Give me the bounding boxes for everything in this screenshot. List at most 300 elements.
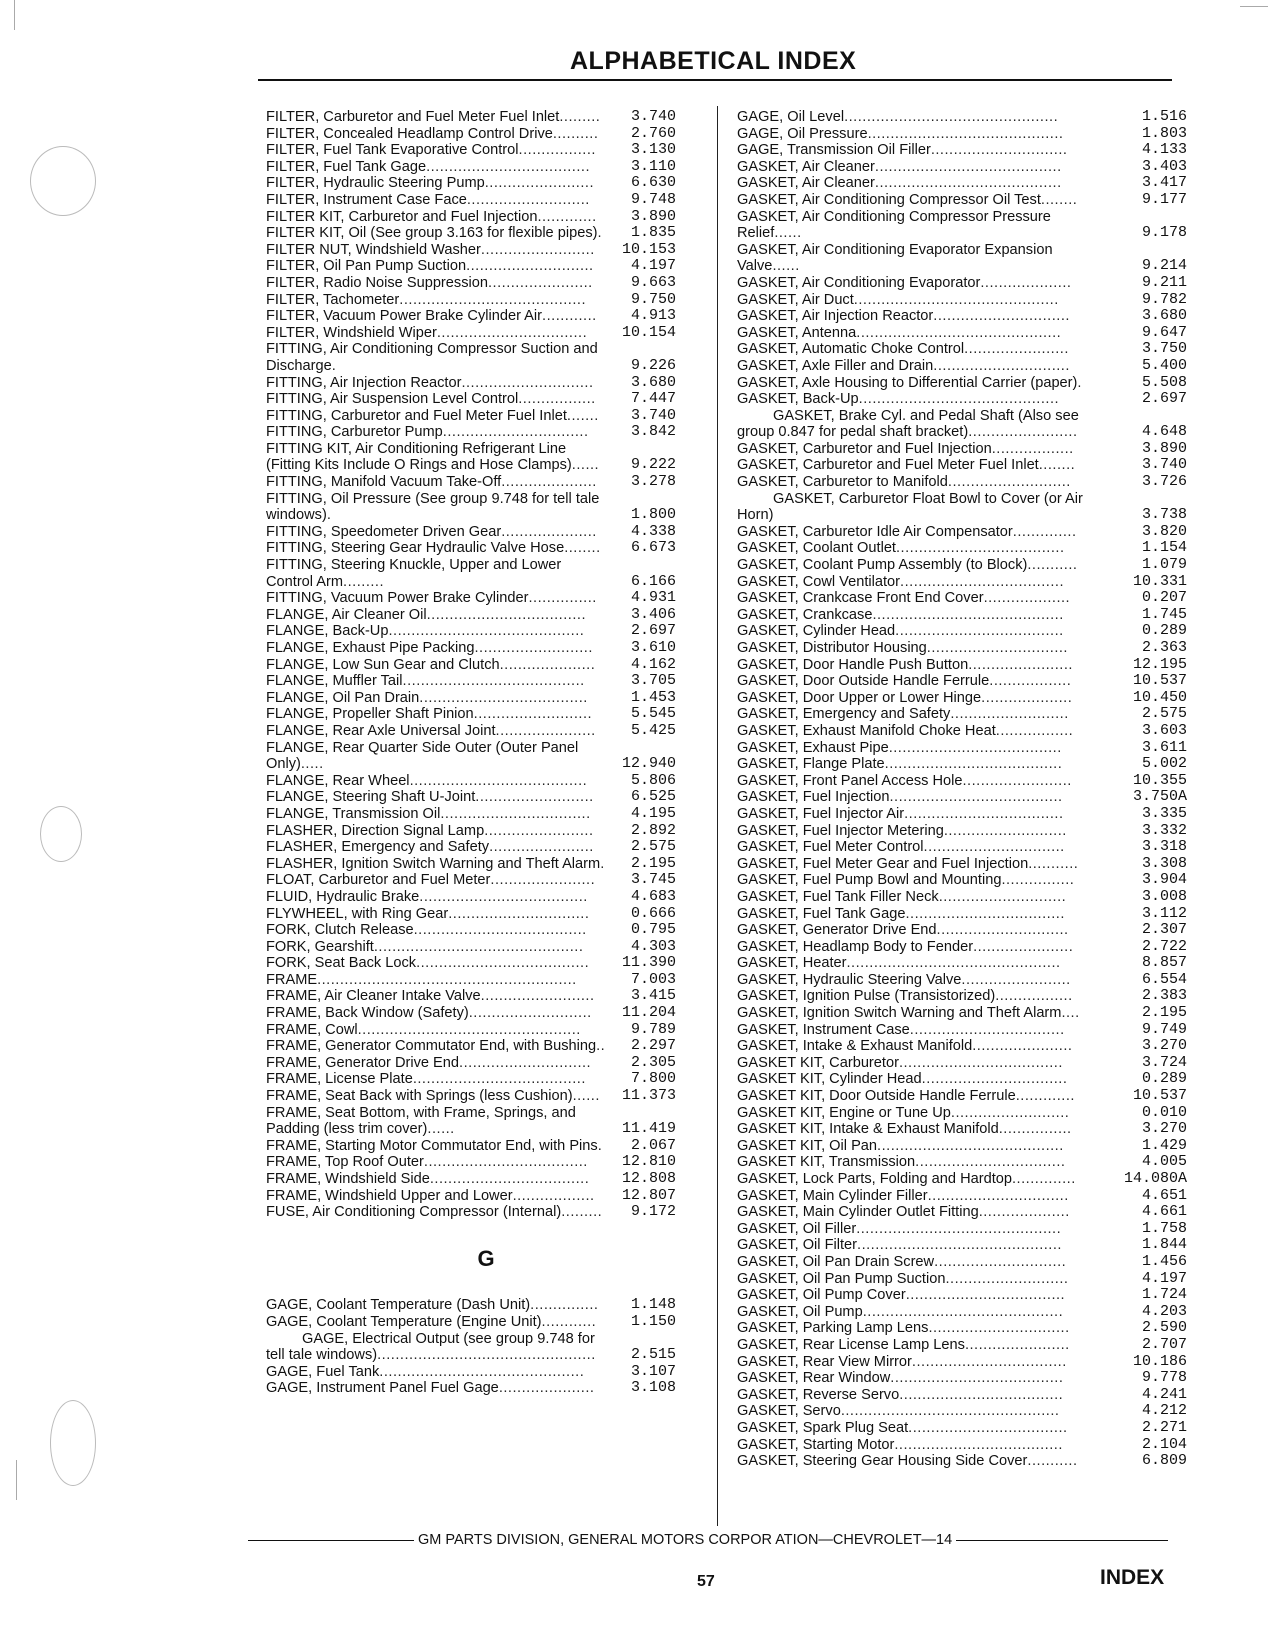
dot-leader: ............................... — [923, 839, 1065, 856]
index-entry-title: GAGE, Coolant Temperature (Engine Unit) — [266, 1313, 542, 1330]
index-entry — [266, 375, 706, 392]
index-entry-group-number: 3.415 — [630, 987, 676, 1005]
index-entry — [266, 939, 706, 956]
index-entry — [737, 1354, 1187, 1371]
index-entry — [737, 325, 1187, 342]
index-entry-title: FLANGE, Low Sun Gear and Clutch — [266, 656, 500, 673]
dot-leader: .. — [596, 1038, 606, 1055]
index-entry — [266, 292, 706, 309]
dot-leader: ............................ — [938, 888, 1067, 905]
index-entry — [266, 524, 706, 541]
index-entry-group-number: 6.166 — [630, 572, 676, 590]
index-entry — [737, 756, 1187, 773]
index-entry-title: FILTER KIT, Oil (See group 3.163 for flexible pipes) — [266, 225, 598, 242]
index-entry — [266, 1331, 706, 1364]
index-entry-title: FILTER, Hydraulic Steering Pump — [266, 175, 485, 192]
index-entry — [737, 142, 1187, 159]
index-entry-title: FILTER, Instrument Case Face — [266, 191, 467, 208]
index-entry-group-number: 3.107 — [630, 1362, 676, 1380]
dot-leader: ........ — [1040, 191, 1078, 208]
index-entry — [737, 1254, 1187, 1271]
index-entry-group-number: 9.647 — [1141, 323, 1187, 341]
dot-leader: ........ — [564, 540, 601, 557]
index-column-left — [266, 109, 706, 1397]
index-entry-group-number: 3.680 — [630, 373, 676, 391]
index-entry-group-number: 3.270 — [1141, 1037, 1187, 1055]
index-entry-group-number: 1.154 — [1141, 539, 1187, 557]
dot-leader: ................................ — [442, 424, 589, 441]
index-entry-title: GASKET KIT, Engine or Tune Up — [737, 1104, 951, 1121]
dot-leader: ..... — [300, 756, 324, 773]
title-rule — [258, 79, 1172, 81]
index-list-right — [737, 109, 1187, 1470]
index-entry-title: GASKET, Air Conditioning Evaporator — [737, 274, 981, 291]
index-entry-title: GASKET, Air Cleaner — [737, 158, 875, 175]
index-entry-title: FORK, Clutch Release — [266, 922, 414, 939]
index-entry-group-number: 3.724 — [1141, 1053, 1187, 1071]
dot-leader: ............................................... — [844, 109, 1059, 125]
index-entry-title: GASKET, Air Cleaner — [737, 175, 875, 192]
index-entry-group-number: 5.806 — [630, 771, 676, 789]
index-entry — [737, 872, 1187, 889]
dot-leader: ............................. — [934, 1253, 1067, 1270]
index-entry-group-number: 9.778 — [1141, 1369, 1187, 1387]
dot-leader: ............. — [537, 208, 597, 225]
dot-leader: ................................... — [908, 1419, 1068, 1436]
dot-leader: .............. — [1012, 1171, 1076, 1187]
index-entry — [737, 1188, 1187, 1205]
index-entry-title: GASKET, Air Duct — [737, 291, 854, 308]
dot-leader: ............................... — [927, 1187, 1069, 1204]
index-entry-title: FLUID, Hydraulic Brake — [266, 888, 420, 905]
index-entry — [737, 1071, 1187, 1088]
index-entry — [266, 1314, 706, 1331]
index-entry-title: FRAME — [266, 971, 318, 988]
index-entry-group-number: 1.516 — [1141, 108, 1187, 125]
index-entry-group-number: 3.403 — [1141, 157, 1187, 175]
index-entry — [737, 922, 1187, 939]
index-entry-title: FILTER, Windshield Wiper — [266, 324, 437, 341]
dot-leader: ............................. — [936, 922, 1069, 939]
index-entry — [266, 706, 706, 723]
index-entry-group-number: 3.318 — [1141, 838, 1187, 856]
index-entry-group-number: 1.453 — [630, 688, 676, 706]
index-entry-title: GASKET, Spark Plug Seat — [737, 1419, 909, 1436]
dot-leader: . — [326, 507, 332, 524]
index-entry-title: FILTER KIT, Carburetor and Fuel Injection — [266, 208, 538, 225]
index-entry — [266, 225, 706, 242]
index-entry-group-number: 4.133 — [1141, 141, 1187, 159]
index-entry-title: GASKET, Crankcase Front End Cover — [737, 590, 984, 607]
dot-leader: .... — [1061, 1005, 1080, 1022]
dot-leader: .............. — [1012, 523, 1077, 540]
index-entry-title: FORK, Seat Back Lock — [266, 955, 417, 972]
index-entry — [737, 1121, 1187, 1138]
index-entry — [266, 955, 706, 972]
index-entry — [737, 109, 1187, 126]
index-entry-group-number: 5.002 — [1141, 755, 1187, 773]
index-entry-group-number: 2.575 — [1141, 705, 1187, 723]
index-entry-group-number: 3.112 — [1141, 904, 1187, 922]
index-entry-group-number: 9.749 — [1141, 1020, 1187, 1038]
index-entry — [266, 209, 706, 226]
index-entry-title: FRAME, Top Roof Outer — [266, 1154, 424, 1171]
dot-leader: ......... — [343, 573, 385, 590]
index-entry-title: FLANGE, Exhaust Pipe Packing — [266, 640, 475, 656]
index-entry-title: FITTING, Manifold Vacuum Take-Off — [266, 474, 502, 491]
index-entry-title: GAGE, Oil Level — [737, 109, 845, 125]
index-entry-title: GASKET, Exhaust Manifold Choke Heat — [737, 722, 996, 739]
index-entry-group-number: 7.800 — [630, 1070, 676, 1088]
index-entry-title: FLANGE, Propeller Shaft Pinion — [266, 706, 474, 723]
dot-leader: . — [331, 357, 337, 374]
index-entry — [737, 789, 1187, 806]
index-entry-title: GASKET, Axle Housing to Differential Carrier (paper) — [737, 374, 1078, 391]
dot-leader: ............................................ — [862, 1303, 1064, 1320]
index-entry-group-number: 9.178 — [1141, 224, 1187, 242]
index-entry-group-number: 9.750 — [630, 290, 676, 308]
index-entry — [266, 657, 706, 674]
scan-edge-mark — [16, 1460, 17, 1500]
dot-leader: . — [600, 855, 605, 872]
index-entry-title: GASKET, Rear License Lamp Lens — [737, 1336, 965, 1353]
dot-leader: ....... — [566, 407, 599, 424]
index-entry-title: GASKET, Oil Pan Pump Suction — [737, 1270, 946, 1287]
dot-leader: ...................................... — [889, 789, 1063, 806]
section-letter: G — [477, 1245, 495, 1271]
dot-leader: .............................. — [933, 308, 1070, 325]
dot-leader: ........... — [1028, 855, 1079, 872]
index-entry — [737, 557, 1187, 574]
dot-leader: ...................................... — [412, 1071, 586, 1088]
index-entry-group-number: 2.067 — [630, 1136, 676, 1154]
index-entry-title: GASKET, Oil Pump — [737, 1303, 863, 1320]
index-entry — [737, 1154, 1187, 1171]
index-entry-group-number: 3.417 — [1141, 174, 1187, 192]
index-entry-group-number: 11.419 — [621, 1120, 676, 1138]
index-list-bottom — [266, 1297, 706, 1397]
dot-leader: ............ — [541, 1313, 597, 1330]
index-entry — [737, 308, 1187, 325]
dot-leader: ........................ — [484, 175, 595, 192]
index-entry-group-number: 3.108 — [630, 1379, 676, 1397]
index-entry — [737, 1088, 1187, 1105]
index-entry-title: GASKET, Fuel Tank Gage — [737, 905, 906, 922]
index-entry-title: FRAME, Seat Back with Springs (less Cushion) — [266, 1088, 573, 1105]
index-entry — [266, 823, 706, 840]
dot-leader: ...................... — [973, 938, 1074, 955]
index-entry-title: GAGE, Electrical Output (see group 9.748 for tell tale windows) — [266, 1330, 595, 1364]
index-entry-group-number: 4.338 — [630, 522, 676, 540]
index-entry-title: GASKET, Air Conditioning Compressor Oil Test — [737, 191, 1041, 208]
index-entry — [266, 540, 706, 557]
index-entry-title: FLASHER, Direction Signal Lamp — [266, 822, 485, 839]
footer-publisher: GM PARTS DIVISION, GENERAL MOTORS CORPOR ATION—CHEVROLET—14 — [414, 1532, 956, 1548]
dot-leader: ....................................... — [884, 756, 1063, 773]
index-entry-title: GASKET, Fuel Pump Bowl and Mounting — [737, 872, 1002, 889]
index-entry-group-number: 2.271 — [1141, 1418, 1187, 1436]
index-entry-group-number: 2.590 — [1141, 1319, 1187, 1337]
index-entry-title: GAGE, Oil Pressure — [737, 125, 868, 142]
dot-leader: ..................................... — [895, 623, 1064, 640]
index-entry-group-number: 3.278 — [630, 473, 676, 491]
index-entry-title: FRAME, Seat Bottom, with Frame, Springs, and Padding (less trim cover) — [266, 1104, 576, 1138]
index-entry-title: FITTING, Air Suspension Level Control — [266, 391, 519, 408]
index-entry — [737, 856, 1187, 873]
index-entry — [266, 126, 706, 143]
index-entry-title: FRAME, Windshield Side — [266, 1171, 430, 1187]
index-entry — [737, 192, 1187, 209]
index-entry-group-number: 3.611 — [1141, 738, 1187, 756]
index-entry-title: GASKET, Door Outside Handle Ferrule — [737, 673, 990, 690]
dot-leader: ............. — [1015, 1088, 1075, 1105]
index-entry-group-number: 6.630 — [630, 174, 676, 192]
index-entry — [266, 922, 706, 939]
index-entry-title: GASKET, Reverse Servo — [737, 1386, 900, 1403]
dot-leader: .................... — [978, 1204, 1070, 1221]
index-entry — [266, 1005, 706, 1022]
index-entry — [266, 474, 706, 491]
dot-leader: .................................... — [423, 1154, 588, 1171]
index-entry-group-number: 3.603 — [1141, 721, 1187, 739]
dot-leader: ................................................ — [377, 1347, 596, 1364]
dot-leader: ................................... — [905, 1287, 1066, 1304]
dot-leader: ..................... — [498, 1380, 595, 1397]
dot-leader: .............................. — [933, 357, 1070, 374]
dot-leader: ....................... — [487, 274, 593, 291]
index-entry-group-number: 12.940 — [621, 755, 676, 773]
index-entry-group-number: 6.673 — [630, 539, 676, 557]
dot-leader: ......................... — [480, 241, 595, 258]
index-entry — [737, 524, 1187, 541]
index-entry-title: FITTING KIT, Air Conditioning Refrigerant Line (Fitting Kits Include O Rings and Hose Clamps) — [266, 440, 572, 474]
index-entry — [737, 607, 1187, 624]
dot-leader: ...................................... — [416, 955, 590, 972]
index-entry-group-number: 0.795 — [630, 921, 676, 939]
dot-leader: ........... — [1027, 1453, 1078, 1470]
index-entry — [266, 806, 706, 823]
index-entry-title: FITTING, Carburetor and Fuel Meter Fuel Inlet — [266, 407, 567, 424]
index-entry-group-number: 9.789 — [630, 1020, 676, 1038]
index-entry-title: GASKET, Ignition Switch Warning and Theft Alarm — [737, 1005, 1062, 1022]
dot-leader: ........................................... — [867, 125, 1064, 142]
index-entry-group-number: 3.740 — [1141, 456, 1187, 474]
index-entry-title: FITTING, Speedometer Driven Gear — [266, 523, 502, 540]
dot-leader: ....................... — [964, 1336, 1070, 1353]
index-entry-group-number: 12.807 — [621, 1186, 676, 1204]
index-entry-title: FLANGE, Transmission Oil — [266, 805, 441, 822]
index-entry-title: GASKET, Fuel Injector Air — [737, 805, 905, 822]
dot-leader: ................. — [995, 988, 1073, 1005]
index-entry-group-number: 11.390 — [621, 954, 676, 972]
dot-leader: ............................... — [928, 1320, 1070, 1337]
index-entry — [266, 1022, 706, 1039]
index-entry-group-number: 3.890 — [1141, 439, 1187, 457]
dot-leader: .................................. — [911, 1353, 1067, 1370]
index-entry — [266, 424, 706, 441]
dot-leader: ...... — [571, 457, 600, 474]
dot-leader: .......................... — [950, 706, 1069, 723]
index-entry-title: GASKET, Antenna — [737, 324, 857, 341]
index-entry-title: FILTER, Fuel Tank Evaporative Control — [266, 142, 519, 159]
page-number: 57 — [697, 1573, 715, 1590]
index-entry — [266, 1380, 706, 1397]
dot-leader: ................. — [518, 391, 596, 408]
index-entry — [737, 1204, 1187, 1221]
index-entry-title: GASKET, Coolant Pump Assembly (to Block) — [737, 557, 1028, 574]
dot-leader: ........................ — [968, 424, 1078, 441]
index-entry-group-number: 2.297 — [630, 1037, 676, 1055]
index-entry-title: GASKET, Flange Plate — [737, 756, 885, 773]
index-list-top — [266, 109, 706, 1221]
dot-leader: .................................... — [899, 1386, 1064, 1403]
index-entry-group-number: 1.079 — [1141, 556, 1187, 574]
index-entry — [737, 175, 1187, 192]
index-entry-group-number: 9.214 — [1141, 257, 1187, 275]
dot-leader: ............ — [542, 308, 597, 325]
index-entry — [266, 159, 706, 176]
index-entry-title: FITTING, Air Injection Reactor — [266, 374, 462, 391]
index-entry-title: GASKET, Steering Gear Housing Side Cover — [737, 1453, 1028, 1470]
dot-leader: ............................................. — [856, 324, 1062, 341]
dot-leader: .................. — [991, 440, 1074, 457]
index-entry — [266, 839, 706, 856]
index-entry-group-number: 10.450 — [1132, 688, 1187, 706]
index-entry — [737, 242, 1187, 275]
dot-leader: ...................... — [972, 1038, 1073, 1055]
index-entry-group-number: 2.305 — [630, 1053, 676, 1071]
dot-leader: ..................................... — [419, 689, 588, 706]
index-entry — [737, 1038, 1187, 1055]
dot-leader: .......................... — [950, 1104, 1070, 1121]
index-entry-title: GASKET, Instrument Case — [737, 1021, 910, 1038]
index-entry — [737, 1138, 1187, 1155]
dot-leader: ....................... — [489, 839, 594, 856]
dot-leader: ........... — [1027, 557, 1078, 574]
index-entry-group-number: 5.425 — [630, 721, 676, 739]
index-entry — [737, 1171, 1187, 1188]
index-entry-title: FILTER, Tachometer — [266, 291, 400, 308]
index-entry-group-number: 2.892 — [630, 821, 676, 839]
index-entry-group-number: 9.226 — [630, 356, 676, 374]
index-entry-group-number: 9.177 — [1141, 190, 1187, 208]
dot-leader: ........................................... — [388, 623, 585, 640]
index-entry-group-number: 4.913 — [630, 307, 676, 325]
dot-leader: .......... — [552, 125, 599, 142]
index-entry-group-number: 3.705 — [630, 672, 676, 690]
dot-leader: .......................................... — [872, 606, 1064, 623]
index-entry-title: GASKET, Main Cylinder Filler — [737, 1187, 928, 1204]
index-entry — [737, 1320, 1187, 1337]
index-entry — [737, 1387, 1187, 1404]
index-entry-title: FRAME, Windshield Upper and Lower — [266, 1187, 513, 1204]
dot-leader: ........................... — [947, 474, 1071, 491]
index-entry — [266, 972, 706, 989]
index-entry — [737, 209, 1187, 242]
binder-hole-mark — [30, 146, 96, 216]
index-entry-title: FITTING, Air Conditioning Compressor Suction and Discharge — [266, 341, 598, 374]
index-entry — [737, 1005, 1187, 1022]
index-entry — [266, 1105, 706, 1138]
index-entry-title: FLYWHEEL, with Ring Gear — [266, 905, 449, 922]
index-entry-group-number: 3.110 — [630, 157, 676, 175]
index-entry-title: FRAME, Back Window (Safety) — [266, 1005, 469, 1022]
index-entry — [737, 275, 1187, 292]
dot-leader: ................. — [995, 722, 1074, 739]
index-entry — [266, 258, 706, 275]
index-entry-title: GASKET, Coolant Outlet — [737, 540, 896, 557]
index-entry-group-number: 6.809 — [1141, 1452, 1187, 1470]
dot-leader: .................................... — [426, 158, 591, 175]
dot-leader: ............................................. — [856, 1220, 1062, 1237]
dot-leader: . — [597, 1137, 603, 1154]
index-entry-title: FILTER NUT, Windshield Washer — [266, 241, 481, 258]
dot-leader: ................. — [518, 142, 596, 159]
dot-leader: ...................... — [495, 722, 596, 739]
index-entry-title: GASKET, Exhaust Pipe — [737, 739, 889, 756]
index-entry-title: GASKET, Crankcase — [737, 606, 873, 623]
dot-leader: ........................................ — [402, 673, 585, 690]
dot-leader: ............................ — [466, 258, 594, 275]
index-entry-group-number: 3.738 — [1141, 506, 1187, 524]
index-entry-group-number: 3.406 — [630, 605, 676, 623]
index-entry-group-number: 4.648 — [1141, 423, 1187, 441]
index-entry-group-number: 12.810 — [621, 1153, 676, 1171]
index-entry — [737, 1287, 1187, 1304]
index-entry — [737, 623, 1187, 640]
index-entry-group-number: 2.104 — [1141, 1435, 1187, 1453]
index-entry — [737, 1453, 1187, 1470]
dot-leader: .......................... — [473, 706, 593, 723]
index-entry — [737, 408, 1187, 441]
index-entry-title: GASKET, Ignition Pulse (Transistorized) — [737, 988, 996, 1005]
index-entry-title: FILTER, Concealed Headlamp Control Drive — [266, 125, 553, 142]
index-entry-group-number: 9.172 — [630, 1203, 676, 1221]
index-entry-group-number: 1.800 — [630, 506, 676, 524]
index-entry — [266, 740, 706, 773]
index-entry-title: FRAME, Generator Commutator End, with Bushing — [266, 1038, 597, 1055]
index-entry-title: FLANGE, Rear Wheel — [266, 772, 410, 789]
dot-leader: ............... — [530, 1297, 599, 1314]
index-entry-title: GAGE, Instrument Panel Fuel Gage — [266, 1380, 499, 1397]
dot-leader: ..................... — [501, 474, 597, 491]
index-entry — [737, 1022, 1187, 1039]
index-entry — [266, 723, 706, 740]
index-entry-group-number: 2.195 — [1141, 1004, 1187, 1022]
index-entry-group-number: 0.289 — [1141, 1070, 1187, 1088]
index-entry — [737, 1271, 1187, 1288]
index-entry-title: FRAME, Cowl — [266, 1021, 358, 1038]
index-entry-title: FLANGE, Muffler Tail — [266, 673, 403, 690]
index-entry — [266, 1297, 706, 1314]
index-entry-group-number: 2.697 — [1141, 390, 1187, 408]
index-entry-group-number: 1.835 — [630, 224, 676, 242]
index-entry — [737, 590, 1187, 607]
dot-leader: ..................... — [501, 523, 597, 540]
index-entry-title: FITTING, Steering Gear Hydraulic Valve Hose — [266, 540, 565, 557]
page-title: ALPHABETICAL INDEX — [570, 47, 857, 75]
index-entry-group-number: 5.400 — [1141, 356, 1187, 374]
index-entry-title: GASKET, Front Panel Access Hole — [737, 772, 963, 789]
index-entry-group-number: 9.782 — [1141, 290, 1187, 308]
index-entry-group-number: 9.748 — [630, 190, 676, 208]
dot-leader: ........................... — [945, 1270, 1069, 1287]
index-entry — [737, 1403, 1187, 1420]
index-entry-group-number: 2.722 — [1141, 937, 1187, 955]
index-entry-group-number: 3.680 — [1141, 307, 1187, 325]
dot-leader: ..................................... — [419, 888, 588, 905]
index-entry-group-number: 9.663 — [630, 273, 676, 291]
